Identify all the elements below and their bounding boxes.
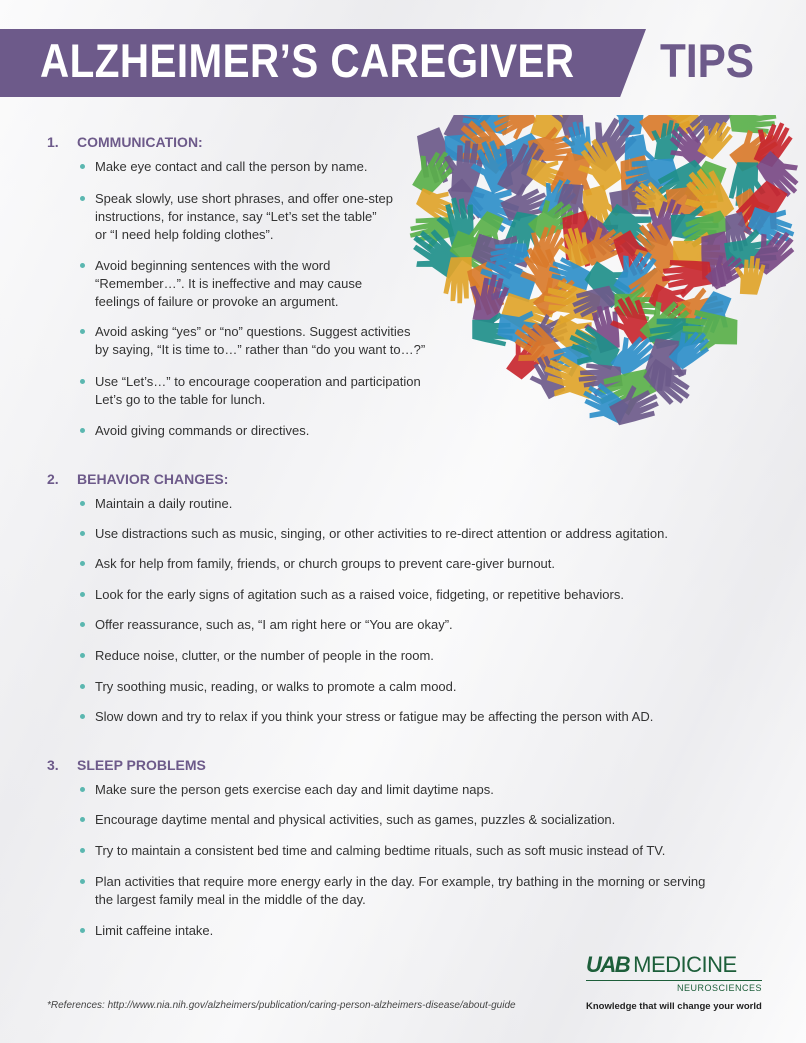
list-item: Slow down and try to relax if you think your stress or fatigue may be affecting the person with AD.	[95, 709, 654, 724]
list-item: Offer reassurance, such as, “I am right here or “You are okay”.	[95, 617, 453, 632]
logo-divider	[586, 980, 762, 981]
logo-name: MEDICINE	[633, 952, 737, 977]
list-item: Reduce noise, clutter, or the number of people in the room.	[95, 648, 434, 663]
section-heading-behavior-changes	[47, 471, 228, 487]
list-item: Limit caffeine intake.	[95, 923, 214, 938]
section-title: BEHAVIOR CHANGES:	[77, 471, 229, 487]
section-number: 1.	[47, 134, 59, 150]
list-item: Ask for help from family, friends, or church groups to prevent care-giver burnout.	[95, 556, 556, 571]
section-heading-communication	[47, 134, 203, 150]
section-heading-sleep-problems	[47, 757, 206, 773]
logo-subtitle: NEUROSCIENCES	[676, 983, 762, 993]
list-item: Avoid giving commands or directives.	[95, 423, 310, 438]
section-title: COMMUNICATION:	[77, 134, 203, 150]
list-item: Try to maintain a consistent bed time and calming bedtime rituals, such as soft music instead of TV.	[95, 843, 666, 858]
references-footnote: *References: http://www.nia.nih.gov/alzheimers/publication/caring-person-alzheimers-disease/about-guide	[47, 1000, 516, 1011]
page-title: ALZHEIMER’S CAREGIVER	[40, 34, 575, 87]
list-item: Make sure the person gets exercise each day and limit daytime naps.	[95, 782, 494, 797]
list-item: Use “Let’s…” to encourage cooperation and participation Let’s go to the table for lunch.	[95, 374, 421, 407]
heart-of-hands-illustration	[400, 115, 806, 510]
list-item: Avoid beginning sentences with the word “Remember…”. It is ineffective and may cause feelings of failure or provoke an argument.	[95, 258, 363, 309]
section-number: 3.	[47, 757, 59, 773]
uab-medicine-logo	[586, 952, 762, 993]
list-item: Try soothing music, reading, or walks to promote a calm mood.	[95, 679, 457, 694]
section-number: 2.	[47, 471, 59, 487]
list-item: Encourage daytime mental and physical activities, such as games, puzzles & socialization.	[95, 812, 616, 827]
list-item: Plan activities that require more energy early in the day. For example, try bathing in the morning or serving the largest family meal in the middle of the day.	[95, 874, 706, 907]
logo-mark: UAB	[586, 952, 630, 977]
list-item: Maintain a daily routine.	[95, 496, 233, 511]
logo-tagline: Knowledge that will change your world	[586, 1001, 762, 1012]
list-item: Avoid asking “yes” or “no” questions. Suggest activities by saying, “It is time to…” rather than “do you want to…?”	[95, 324, 426, 357]
page-title-highlight: TIPS	[660, 34, 755, 87]
list-item: Make eye contact and call the person by name.	[95, 159, 368, 174]
section-title: SLEEP PROBLEMS	[77, 757, 206, 773]
list-item: Use distractions such as music, singing, or other activities to re-direct attention or address agitation.	[95, 526, 668, 541]
list-item: Look for the early signs of agitation such as a raised voice, fidgeting, or repetitive behaviors.	[95, 587, 624, 602]
list-item: Speak slowly, use short phrases, and offer one-step instructions, for instance, say “Let’s set the table” or “I need help folding clothes”.	[95, 191, 393, 242]
